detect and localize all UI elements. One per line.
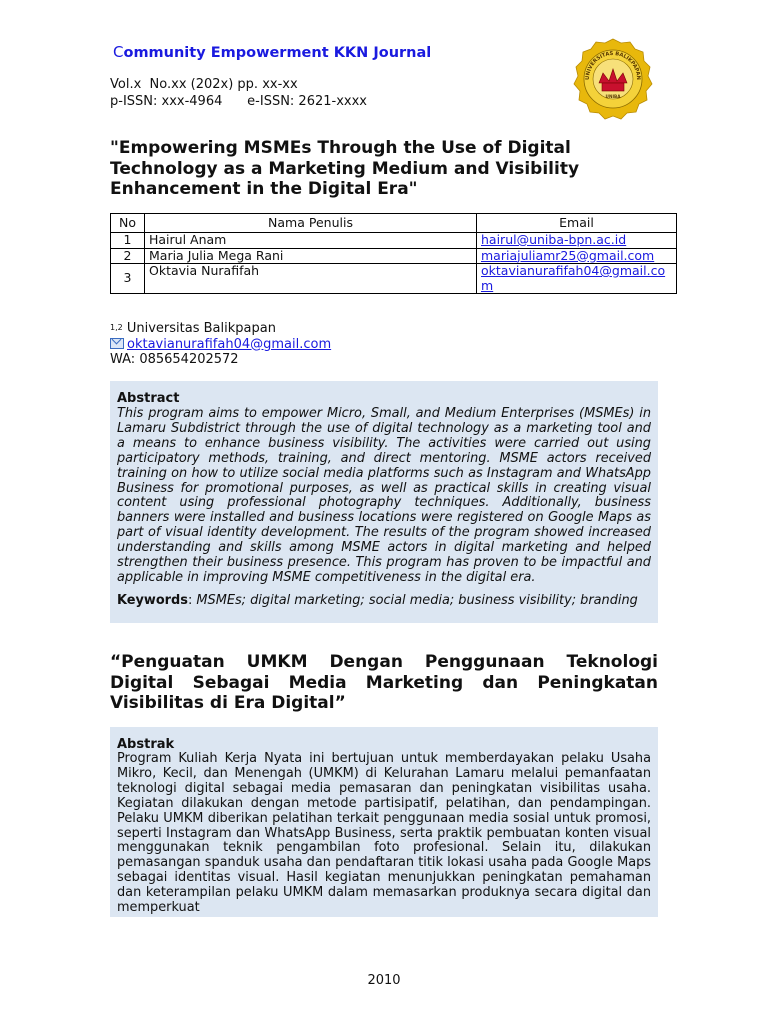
author-email-cell [477,248,677,264]
abstract-text: This program aims to empower Micro, Small, and Medium Enterprises (MSMEs) in Lamaru Subdistrict through the use of digital technology as a marketing tool and a means to enhance business visibility. The activities were carried out using participatory methods, training, and direct mentoring. MSME actors received training on how to utilize social media platforms such as Instagram and WhatsApp Business for promotional purposes, as well as practical skills in creating visual content using professional photography techniques. Additionally, business banners were installed and business locations were registered on Google Maps as part of visual identity development. The results of the program showed increased understanding and skills among MSME actors in digital marketing and helped strengthen their business presence. This program has proven to be impactful and applicable in improving MSME competitiveness in the digital era. [117,406,651,585]
journal-name [113,43,431,61]
author-name: Maria Julia Mega Rani [145,248,477,264]
author-email-cell [477,233,677,249]
article-title-indonesian: “Penguatan UMKM Dengan Penggunaan Teknologi Digital Sebagai Media Marketing dan Peningkatan Visibilitas di Era Digital” [110,652,658,713]
journal-name-rest: ommunity Empowerment KKN Journal [123,45,432,61]
abstract-english-box [110,381,658,623]
author-name: Hairul Anam [145,233,477,249]
authors-header-row [111,214,677,233]
abstrak-text: Program Kuliah Kerja Nyata ini bertujuan untuk memberdayakan pelaku Usaha Mikro, Kecil, dan Menengah (UMKM) di Kelurahan Lamaru melalui pemanfaatan teknologi digital sebagai media pemasaran dan peningkatan visibilitas usaha. Kegiatan dilakukan dengan metode partisipatif, pelatihan, dan pendampingan. Pelaku UMKM diberikan pelatihan terkait penggunaan media sosial untuk promosi, seperti Instagram dan WhatsApp Business, serta praktik pembuatan konten visual menggunakan teknik pengambilan foto profesional. Selain itu, dilakukan pemasangan spanduk usaha dan pendaftaran titik lokasi usaha pada Google Maps sebagai identitas visual. Hasil kegiatan menunjukkan peningkatan pemahaman dan keterampilan pelaku UMKM dalam memasarkan produknya secara digital dan memperkuat [117,751,651,916]
author-no: 1 [111,233,145,249]
table-row [111,233,677,249]
author-no: 3 [111,264,145,294]
abstrak-heading: Abstrak [117,737,175,752]
journal-initial: C [113,43,124,61]
author-email-link[interactable]: oktavianurafifah04@gmail.com [481,263,666,293]
author-email-link[interactable]: mariajuliamr25@gmail.com [481,247,655,263]
table-row [111,264,677,294]
author-no: 2 [111,248,145,264]
logo-arc-text: UNIVERSITAS BALIKPAPAN [584,50,642,81]
page-number: 2010 [367,973,401,988]
article-title-english: "Empowering MSMEs Through the Use of Digital Technology as a Marketing Medium and Visibility Enhancement in the Digital Era" [110,138,580,199]
col-header-no: No [111,214,145,233]
table-row [111,248,677,264]
university-logo [571,38,655,120]
issn-info: p-ISSN: xxx-4964 e-ISSN: 2621-xxxx [110,93,367,109]
affiliation-line [110,321,331,337]
logo-small-text: UNIBA [605,94,621,99]
author-email-link[interactable]: hairul@uniba-bpn.ac.id [481,232,627,247]
logo-base [602,83,624,91]
contact-email-link[interactable]: oktavianurafifah04@gmail.com [127,336,332,352]
whatsapp-number: WA: 085654202572 [110,352,239,367]
col-header-email: Email [477,214,677,233]
affiliation-block [110,321,331,368]
authors-table [110,213,677,294]
affiliation-superscript: 1,2 [110,323,123,332]
keywords-values: MSMEs; digital marketing; social media; business visibility; branding [196,592,638,608]
journal-meta [110,77,367,110]
keywords-line: Keywords: MSMEs; digital marketing; social media; business visibility; branding [117,592,638,608]
abstract-heading: Abstract [117,391,180,406]
institution-name: Universitas Balikpapan [126,321,276,336]
author-email-cell [477,264,677,294]
mail-icon [110,338,124,349]
keywords-label: Keywords [117,592,188,608]
abstract-indonesian-box [110,727,658,917]
volume-info: Vol.x No.xx (202x) pp. xx-xx [110,77,298,92]
author-name: Oktavia Nurafifah [145,264,477,294]
col-header-name: Nama Penulis [145,214,477,233]
contact-email-line [110,337,331,353]
